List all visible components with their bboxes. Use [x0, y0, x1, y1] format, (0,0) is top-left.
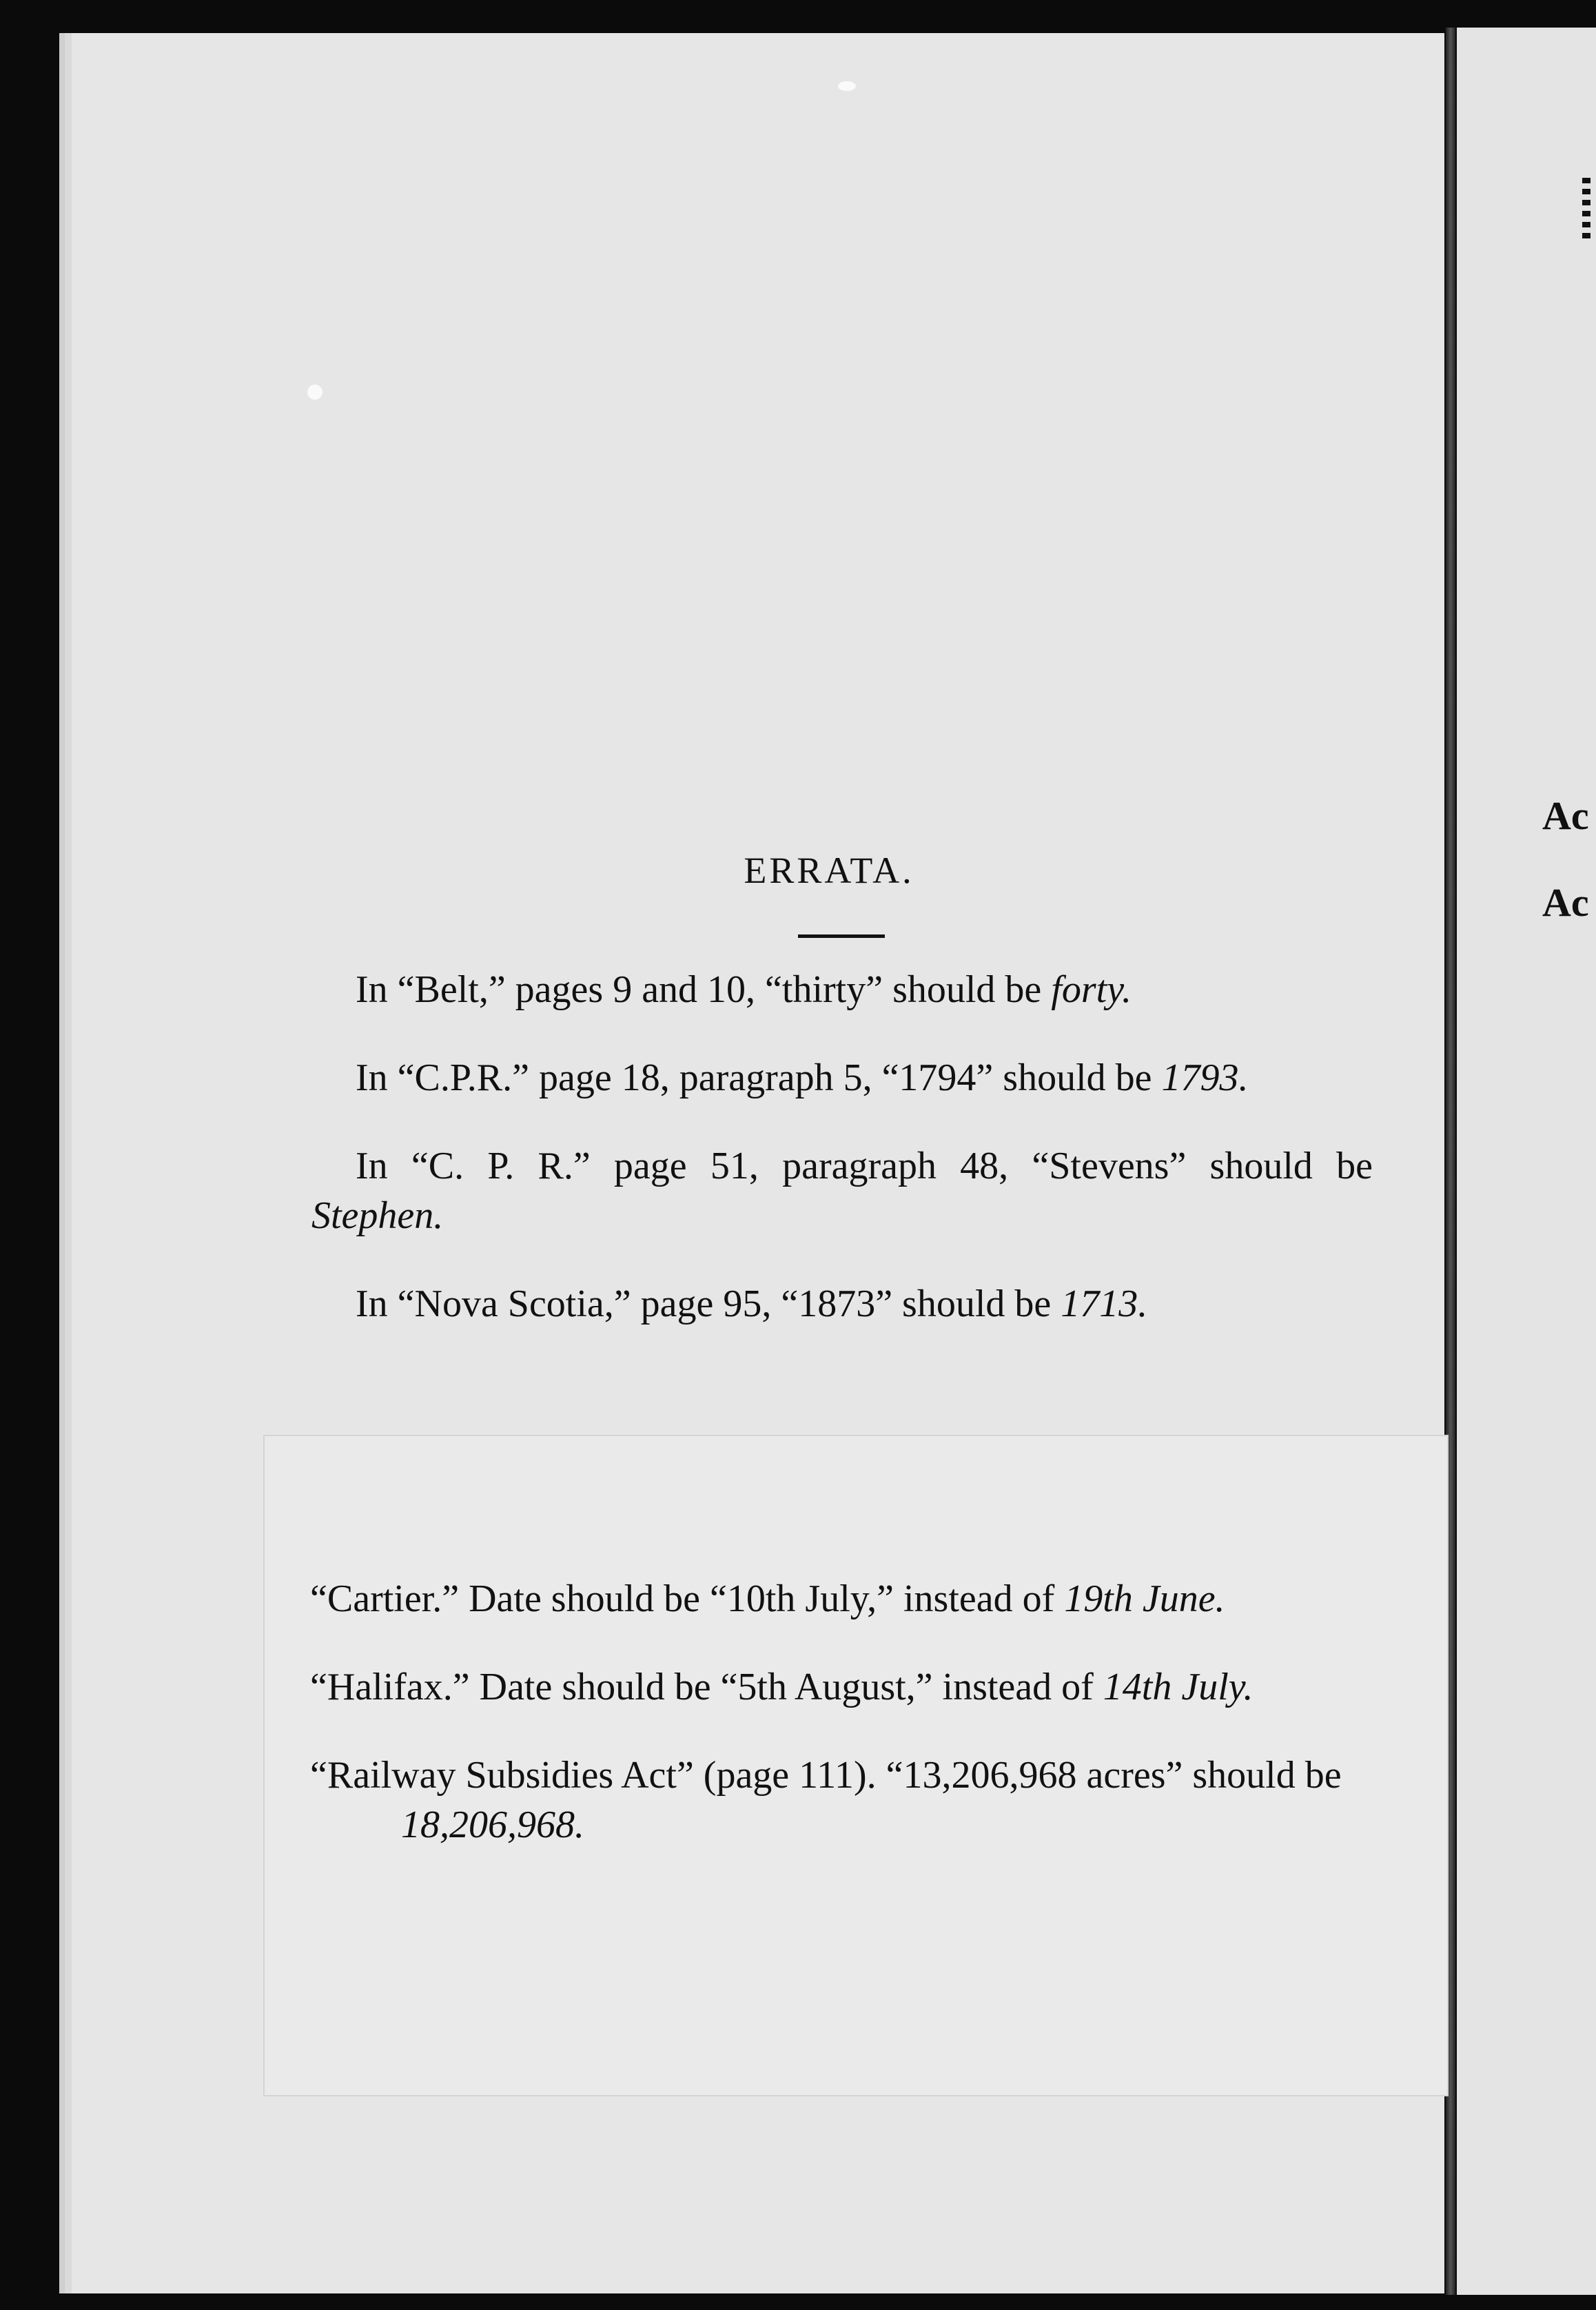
errata-entry-text: In “C.P.R.” page 18, paragraph 5, “1794” should be	[356, 1056, 1162, 1099]
slip-list	[310, 1574, 1385, 1862]
errata-correction: Stephen.	[311, 1194, 444, 1237]
slip-correction: 18,206,968.	[401, 1803, 584, 1846]
slip-entry	[310, 1574, 1385, 1624]
slip-entry-text: “Railway Subsidies Act” (page 111). “13,206,968 acres” should be	[310, 1754, 1342, 1797]
errata-entry	[311, 965, 1373, 1014]
slip-entry-text: “Halifax.” Date should be “5th August,” instead of	[310, 1666, 1103, 1708]
errata-correction: 1793.	[1161, 1056, 1249, 1099]
errata-correction: 1713.	[1061, 1282, 1148, 1325]
errata-list	[311, 965, 1373, 1333]
errata-entry-text: In “C. P. R.” page 51, paragraph 48, “Stevens” should be	[356, 1145, 1373, 1187]
errata-entry-text: In “Belt,” pages 9 and 10, “thirty” should be	[356, 968, 1052, 1011]
paper-speck	[307, 385, 323, 400]
errata-entry	[311, 1279, 1373, 1329]
slip-correction: 19th June.	[1064, 1577, 1225, 1620]
pasted-errata-slip	[265, 1436, 1447, 2095]
slip-correction: 14th July.	[1103, 1666, 1254, 1708]
slip-entry	[310, 1750, 1385, 1850]
right-page-fragment: Ac	[1542, 793, 1589, 838]
slip-entry-text: “Cartier.” Date should be “10th July,” instead of	[310, 1577, 1065, 1620]
errata-title: ERRATA.	[744, 850, 914, 891]
right-page-marks	[1582, 178, 1590, 240]
book-gutter	[1446, 28, 1455, 2295]
title-rule	[798, 934, 885, 938]
paper-speck	[838, 81, 856, 91]
errata-correction: forty.	[1051, 968, 1132, 1011]
right-page-fragment: Ac	[1542, 880, 1589, 925]
errata-entry-text: In “Nova Scotia,” page 95, “1873” should be	[356, 1282, 1061, 1325]
right-page	[1457, 28, 1596, 2295]
errata-entry	[311, 1053, 1373, 1103]
slip-entry	[310, 1662, 1385, 1712]
errata-entry	[311, 1141, 1373, 1240]
